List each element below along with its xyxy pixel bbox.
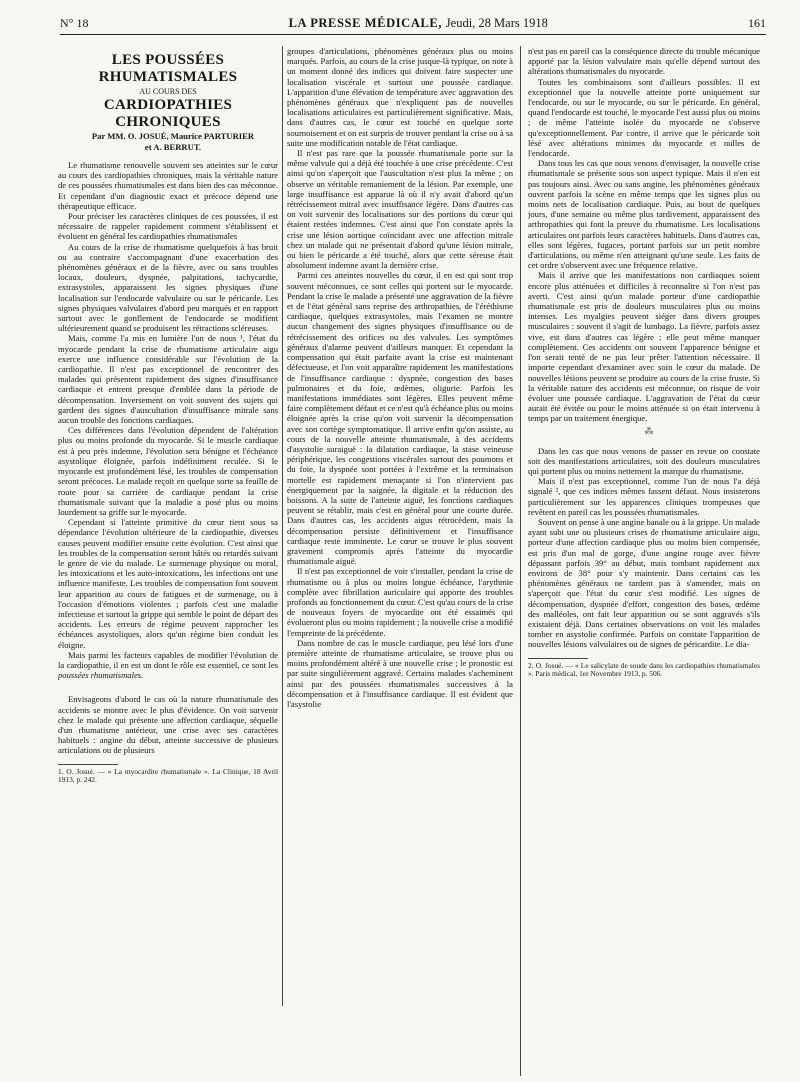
paragraph: Dans tous les cas que nous venons d'envisager, la nouvelle crise rhumatismale se présente sous son aspect typique. Mais il n'en est pas toujours ainsi. Avec ou sans angine, les phénomènes généraux ouvrent parfois la scène en même temps que les signes plus ou moins nets de localisation cardiaque. Puis, au bout de quelques jours, d'une semaine ou même plus tardivement, apparaissent des arthropathies qui font la preuve du rhumatisme. Les localisations articulaires ont parfois leurs caractères habituels. Dans d'autres cas, elles sont légères, fugaces, portant parfois sur un petit nombre d'articulations, ou même n'en atteignant qu'une seule. Les faits de cet ordre s'observent avec une fréquence relative.	[528, 158, 760, 271]
paragraph: Souvent on pense à une angine banale ou à la grippe. Un malade ayant subi une ou plusieurs crises de rhumatisme articulaire aigu, porteur d'une affection cardiaque plus ou moins bien compensée, est pris d'un mal de gorge, d'une angine rouge avec fièvre dépassant parfois 39° au début, mais tombant rapidement aux environs de 38° pour s'y maintenir. Dans certains cas les phénomènes généraux ne tardent pas à s'amender, mais on s'aperçoit que l'état du cœur s'est modifié. Les signes de décompensation, dyspnée d'effort, congestion des bases, œdème des malléoles, ont fait leur apparition ou se sont aggravés s'ils existaient déjà. Dans certaines observations on voit les malades tomber en asystolie confirmée. Parfois on constate l'apparition de nouvelles lésions valvulaires ou de signes de péricardite. Le dia-	[528, 516, 760, 650]
journal-masthead	[289, 18, 548, 28]
column-3	[528, 46, 760, 1072]
section-separator-stars: ⁂	[644, 425, 654, 436]
paragraph: Cependant si l'atteinte primitive du cœur tient sous sa dépendance l'évolution ultérieure de la cardiopathie, diverses causes peuvent modifier ensuite cette évolution. C'est ainsi que les troubles de la compensation seront hâtés ou retardés suivant le genre de vie du malade. Le surmenage physique ou moral, les intoxications et les auto-intoxications, les infections ont une influence manifeste. Les troubles de compensation font souvent leur apparition au cours de fatigues et de surmenage, ou à l'occasion d'émotions violentes ; parfois c'est une maladie infectieuse et surtout la grippe qui semble le point de départ des accidents. Les erreurs de régime peuvent rapprocher les échéances asystoliques, alors qu'un régime bien conduit les éloigne.	[58, 517, 278, 650]
column-rule-1	[282, 46, 283, 1006]
footnote: 1. O. Josué. — « La myocardite rhumatismale ». La Clinique, 18 Avril 1913, p. 242.	[58, 766, 278, 785]
paragraph	[58, 650, 278, 681]
column-2	[287, 46, 513, 1072]
paragraph: Pour préciser les caractères cliniques de ces poussées, il est nécessaire de rappeler rapidement comment s'établissent et évoluent en général les cardiopathies rhumatismales	[58, 211, 278, 242]
paragraph: Mais il n'est pas exceptionnel, comme l'un de nous l'a déjà signalé ², que ces indices mêmes fassent défaut. Nous insisterons particulièrement sur les apparences cliniques trompeuses que revêtent en pareil cas les poussées rhumatismales.	[528, 476, 760, 517]
article-authors-2: et A. BERRUT.	[144, 141, 202, 152]
paragraph-text: Mais parmi les facteurs capables de modifier l'évolution de la cardiopathie, il en est un dont le rôle est essentiel, ce sont les	[58, 649, 278, 670]
paragraph: Dans nombre de cas le muscle cardiaque, peu lésé lors d'une première atteinte de rhumatisme articulaire, se trouve plus ou moins profondément altéré à une nouvelle crise ; le pronostic est par suite singulièrement aggravé. Certains malades s'acheminent ainsi par des poussées rhumatismales successives à la décompensation et à l'insuffisance cardiaque. Il est évident que l'asystolie	[287, 637, 513, 709]
paragraph: groupes d'articulations, phénomènes généraux plus ou moins marqués. Parfois, au cours de la crise jusque-là typique, on note à un moment donné des indices qui doivent faire suspecter une localisation viscérale et surtout une poussée cardiaque. L'apparition d'une élévation de température avec aggravation des phénomènes généraux que n'expliquent pas de nouvelles localisations articulaires est particulièrement significative. Mais, dans d'autres cas, le cœur est touché en quelque sorte sournoisement et on est surpris de trouver pendant la crise ou à sa suite une modification notable de l'état cardiaque.	[287, 46, 513, 148]
article-title-line-2: AU COURS DES	[139, 87, 197, 96]
article-title-line-3: CARDIOPATHIES CHRONIQUES	[103, 97, 233, 130]
paragraph: Dans les cas que nous venons de passer en revue on constate soit des manifestations articulaires, soit des douleurs musculaires qui portent plus ou moins nettement la marque du rhumatisme.	[528, 445, 760, 476]
paragraph: Mais, comme l'a mis en lumière l'un de nous ¹, l'état du myocarde pendant la crise de rhumatisme articulaire aigu exerce une influence considérable sur l'évolution de la cardiopathie. Il n'est pas exceptionnel de rencontrer des malades qui présentent rapidement des signes d'insuffisance cardiaque et entrent presque d'emblée dans la période de décompensation. Inversement on voit souvent des sujets qui gardent des signes d'auscultation d'insuffisance mitrale sans aucun trouble des fonctions cardiaques.	[58, 333, 278, 426]
page-number: 161	[747, 16, 766, 30]
column-1	[58, 46, 278, 1072]
footnote-rule	[528, 658, 588, 659]
issue-number: N° 18	[60, 16, 89, 30]
paragraph: Mais il arrive que les manifestations non cardiaques soient encore plus atténuées et difficiles à reconnaître si l'on n'est pas averti. C'est ainsi qu'un malade porteur d'une cardiopathie rhumatismale est pris de douleurs musculaires plus ou moins intenses. Les myalgies peuvent siéger dans divers groupes musculaires : souvent il s'agit de lumbago. La fièvre, parfois assez vive, est dans d'autres cas légère ; elle peut même manquer complètement. Ces accidents ont souvent l'apparence bénigne et l'on serait tenté de ne pas leur prêter l'attention nécessaire. Il importe cependant d'examiner avec soin le cœur du malade. De nouvelles lésions peuvent se produire au cours de la crise fruste. Si la véritable nature des accidents est méconnue, on risque de voir évoluer une poussée cardiaque. L'aggravation de l'état du cœur aurait été évitée ou pour le moins atténuée si on était intervenu à temps par un traitement énergique.	[528, 270, 760, 424]
paragraph: Parmi ces atteintes nouvelles du cœur, il en est qui sont trop souvent méconnues, ce sont celles qui portent sur le myocarde. Pendant la crise le malade a présenté une aggravation de la fièvre et de l'état général sans reprise des arthropathies, de l'éréthisme cardiaque, quelques extrasystoles, mais l'examen ne montre aucun changement des signes physiques d'insuffisance ou de rétrécissement des orifices ou des valvules. Les symptômes généraux d'alarme peuvent d'ailleurs manquer. Et cependant la compensation qui était parfaite avant la crise est maintenant défectueuse, et l'on voit apparaître rapidement les manifestations de l'insuffisance cardiaque : dyspnée, congestion des bases pulmonaires et du foie, œdèmes, oligurie. Parfois les manifestations immédiates sont légères. Elles peuvent même faire complètement défaut et ce n'est qu'à échéance plus ou moins éloignée après la crise qu'on voit survenir la décompensation avec son cortège symptomatique. Il arrive enfin qu'on assiste, au cours de la nouvelle atteinte rhumatismale, à des accidents d'asystolie suraiguë : la dilatation cardiaque, la stase veineuse périphérique, les congestions viscérales surtout des poumons et du foie, la dyspnée sont portées à l'extrême et la terminaison mortelle est rapidement menaçante si l'on n'intervient pas énergiquement par la saignée, la digitale et la réduction des boissons. A la suite de l'atteinte aiguë, les fonctions cardiaques peuvent se rétablir, mais c'est en général pour une courte durée. Dans d'autres cas, les accidents aigus rétrocèdent, mais la décompensation persiste définitivement et l'insuffisance cardiaque reste imminente. Le cœur se trouve le plus souvent gravement compromis après l'atteinte du myocardie rhumatismale aiguë.	[287, 270, 513, 567]
paragraph: Le rhumatisme renouvelle souvent ses atteintes sur le cœur au cours des cardiopathies chroniques, mais la véritable nature de ces poussées rhumatismales est dans bien des cas méconnue. Et cependant d'un diagnostic exact et précoce dépend une thérapeutique efficace.	[58, 160, 278, 211]
journal-name: LA PRESSE MÉDICALE,	[288, 16, 443, 30]
paragraph: Il n'est pas rare que la poussée rhumatismale porte sur la même valvule qui a déjà été touchée à une crise précédente. C'est ainsi qu'on s'aperçoit que l'auscultation n'est plus la même ; on observe un véritable remaniement de la lésion. Par exemple, une large insuffisance est apparue là où il n'y avait d'abord qu'un rétrécissement mitral avec insuffisance légère. Dans d'autres cas on voit survenir des localisations sur des portions du cœur qui étaient restées indemnes. C'est ainsi que l'on constate après la crise une lésion aortique coïncidant avec une affection mitrale chez un malade qui ne présentait d'abord qu'une lésion mitrale, ou bien le péricarde a été touché, alors que cette séreuse était absolument indemne avant la dernière crise.	[287, 148, 513, 271]
emphasis: poussées rhumatismales.	[58, 670, 144, 681]
footnote-rule	[58, 764, 118, 765]
column-rule-2	[520, 46, 521, 1076]
paragraph: Au cours de la crise de rhumatisme quelquefois à bas bruit ou au contraire s'accompagnant d'une exacerbation des phénomènes généraux et de la fièvre, avec ou sans troubles locaux, douleurs, dyspnée, palpitations, tachycardie, extrasystoles, apparaissent les signes physiques d'une localisation sur l'endocarde valvulaire ou sur le péricarde. Les signes physiques valvulaires d'abord peu marqués et en rapport surtout avec le gonflement de l'endocarde se modifient ultérieurement quand se produisent les rétractions scléreuses.	[58, 241, 278, 334]
article-authors: Par MM. O. JOSUÉ, Maurice PARTURIER	[91, 131, 255, 141]
paragraph: n'est pas en pareil cas la conséquence directe du trouble mécanique apporté par la lésion valvulaire mais qu'elle dépend surtout des altérations rhumatismales du myocarde.	[528, 46, 760, 77]
paragraph: Toutes les combinaisons sont d'ailleurs possibles. Il est exceptionnel que la nouvelle atteinte porte uniquement sur l'endocarde, ou sur le myocarde, ou sur le péricarde. En général, quand l'endocarde est touché, le myocarde l'est aussi plus ou moins ; de même l'atteinte isolée du myocarde ne s'observe qu'exceptionnellement. Par contre, il arrive que le péricarde soit lésé avec altérations minimes du myocarde et nulles de l'endocarde.	[528, 76, 760, 159]
page-header	[60, 18, 766, 35]
issue-date: Jeudi, 28 Mars 1918	[445, 16, 548, 30]
footnote: 2. O. Josué. — « Le salicylate de soude dans les cardiopathies rhumatismales ». Paris médical, 1er Novembre 1913, p. 506.	[528, 660, 760, 679]
paragraph: Il n'est pas exceptionnel de voir s'installer, pendant la crise de rhumatisme ou à plus ou moins longue échéance, l'arythmie complète avec fibrillation auriculaire qui apporte des troubles profonds au fonctionnement du cœur. C'est qu'au cours de la crise de nouveaux foyers de myocardite ont été essaimés qui évolueront plus ou moins rapidement ; la nouvelle crise a modifié l'empreinte de la précédente.	[287, 566, 513, 638]
paragraph: Ces différences dans l'évolution dépendent de l'altération plus ou moins profonde du myocarde. Si le muscle cardiaque est à peu près indemne, l'évolution sera bénigne et l'échéance asystolique éloignée, parfois indéfiniment reculée. Si le myocarde est profondément lésé, les troubles de compensation seront précoces. Le malade reçoit en quelque sorte sa feuille de route pour sa carrière de cardiaque pendant la crise rhumatismale suivant que la maladie a posé plus ou moins lourdement sa griffe sur le myocarde.	[58, 425, 278, 517]
paragraph: Envisageons d'abord le cas où la nature rhumatismale des accidents se montre avec le plus d'évidence. On voit survenir chez le malade qui présente une affection cardiaque, séquelle d'un rhumatisme antérieur, une crise avec ses caractères habituels : angine du début, atteinte successive de plusieurs articulations ou de plusieurs	[58, 694, 278, 756]
article-title-line-1: LES POUSSÉES RHUMATISMALES	[98, 52, 238, 85]
